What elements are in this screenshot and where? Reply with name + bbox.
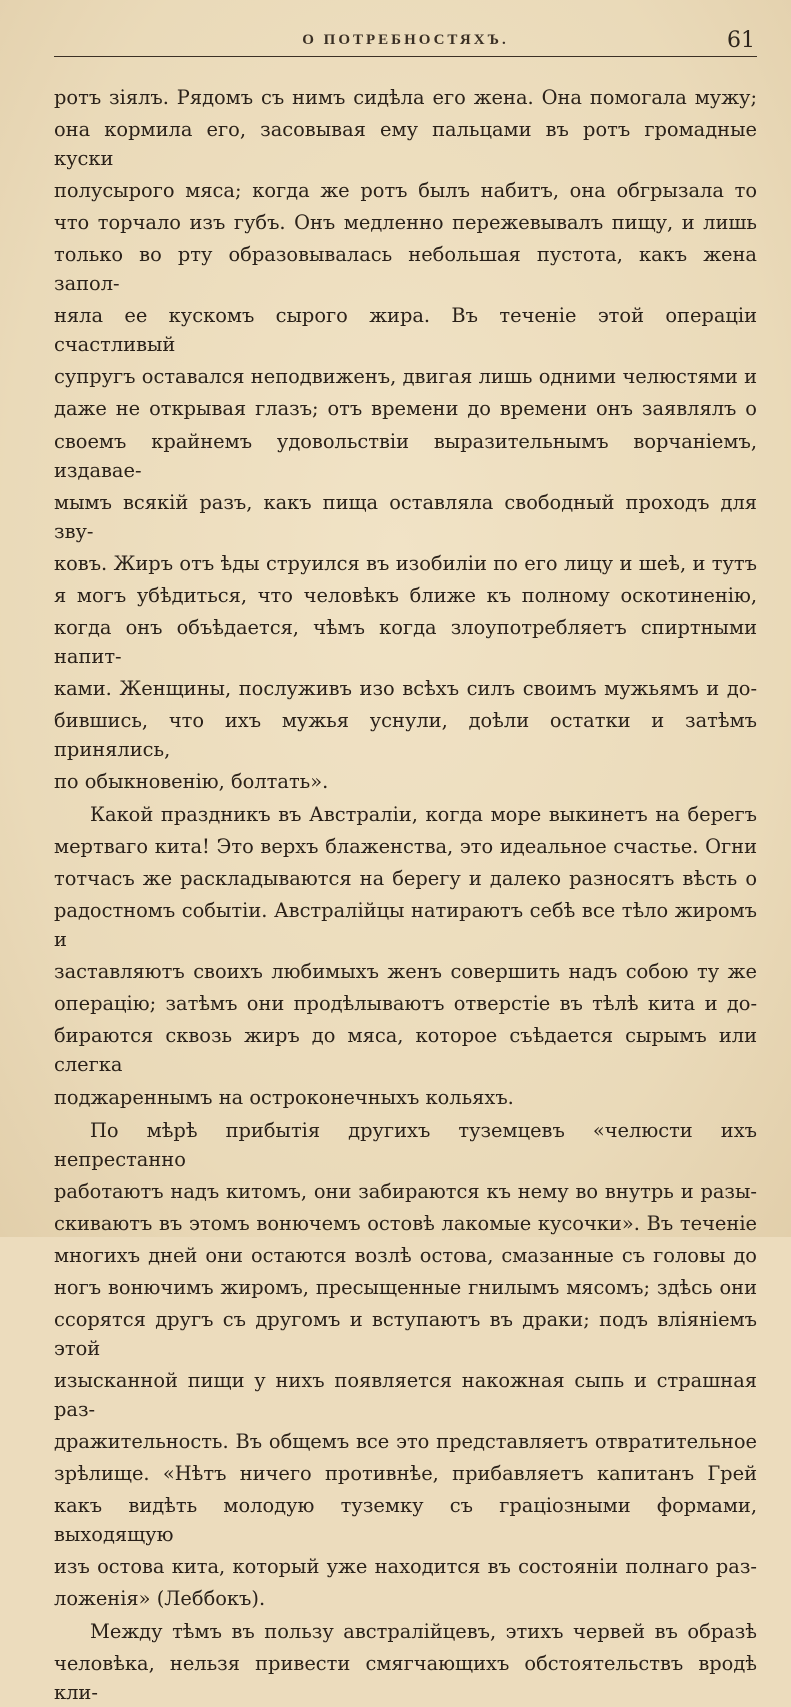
text-line: ротъ зіялъ. Рядомъ съ нимъ сидѣла его жена. Она помогала мужу; [54,86,757,109]
text-line: поджареннымъ на остроконечныхъ кольяхъ. [54,1085,514,1109]
text-line: человѣка, нельзя привести смягчающихъ обстоятельствъ вродѣ кли- [54,1652,757,1705]
text-line: ками. Женщины, послуживъ изо всѣхъ силъ своимъ мужьямъ и до- [54,676,757,700]
text-line: даже не открывая глазъ; отъ времени до времени онъ заявлялъ о [54,397,757,421]
text-line: какъ видѣть молодую туземку съ граціозными формами, выходящую [54,1494,757,1547]
text-line: мымъ всякій разъ, какъ пища оставляла свободный проходъ для зву- [54,490,757,543]
text-line: тотчасъ же раскладываются на берегу и далеко разносятъ вѣсть о [54,867,757,891]
text-line: бившись, что ихъ мужья уснули, доѣли остатки и затѣмъ принялись, [54,708,757,761]
text-line: изъ остова кита, который уже находится въ состояніи полнаго раз- [54,1555,757,1579]
text-line: я могъ убѣдиться, что человѣкъ ближе къ полному оскотиненію, [54,583,757,607]
text-line: няла ее кускомъ сырого жира. Въ теченіе этой операціи счастливый [54,304,757,357]
text-line: ложенія» (Леббокъ). [54,1587,266,1611]
paragraph-4 [54,1617,757,1707]
page-header [54,30,757,57]
text-line: что торчало изъ губъ. Онъ медленно пережевывалъ пищу, и лишь [54,211,757,235]
text-line: операцію; затѣмъ они продѣлываютъ отверстіе въ тѣлѣ кита и до- [54,992,757,1016]
running-title: О ПОТРЕБНОСТЯХЪ. [302,32,509,48]
text-line: Между тѣмъ въ пользу австралійцевъ, этихъ червей въ образѣ [90,1620,757,1644]
text-line: ковъ. Жиръ отъ ѣды струился въ изобиліи по его лицу и шеѣ, и тутъ [54,551,757,575]
page-number: 61 [727,28,755,53]
text-line: дражительность. Въ общемъ все это представляетъ отвратительное [54,1430,757,1454]
text-line: супругъ оставался неподвиженъ, двигая лишь одними челюстями и [54,365,757,389]
text-line: мертваго кита! Это верхъ блаженства, это идеальное счастье. Огни [54,835,757,859]
page-body [54,83,757,1707]
text-line: бираются сквозь жиръ до мяса, которое съѣдается сырымъ или слегка [54,1024,757,1077]
text-line: зрѣлище. «Нѣтъ ничего противнѣе, прибавляетъ капитанъ Грей [54,1462,757,1486]
text-line: по обыкновенію, болтать». [54,770,329,794]
text-line: своемъ крайнемъ удовольствіи выразительнымъ ворчаніемъ, издавае- [54,429,757,482]
text-line: изысканной пищи у нихъ появляется накожная сыпь и страшная раз- [54,1368,757,1421]
text-line: Какой праздникъ въ Австраліи, когда море выкинетъ на берегъ [90,803,757,827]
text-line: только во рту образовывалась небольшая пустота, какъ жена запол- [54,243,757,296]
paragraph-2 [54,800,757,1111]
text-line: многихъ дней они остаются возлѣ остова, смазанные съ головы до [54,1243,757,1267]
paragraph-1 [54,83,757,796]
text-line: ссорятся другъ съ другомъ и вступаютъ въ драки; подъ вліяніемъ этой [54,1307,757,1360]
text-line: По мѣрѣ прибытія другихъ туземцевъ «челюсти ихъ непрестанно [54,1118,757,1171]
paragraph-3 [54,1116,757,1614]
text-line: работаютъ надъ китомъ, они забираются къ нему во внутрь и разы- [54,1179,757,1203]
text-line: заставляютъ своихъ любимыхъ женъ совершить надъ собою ту же [54,960,757,984]
text-line: ногъ вонючимъ жиромъ, пресыщенные гнилымъ мясомъ; здѣсь они [54,1275,757,1299]
text-line: скиваютъ въ этомъ вонючемъ остовѣ лакомые кусочки». Въ теченіе [54,1211,757,1235]
text-line: она кормила его, засовывая ему пальцами въ ротъ громадные куски [54,118,757,171]
text-line: радостномъ событіи. Австралійцы натираютъ себѣ все тѣло жиромъ и [54,899,757,952]
text-line: когда онъ объѣдается, чѣмъ когда злоупотребляетъ спиртными напит- [54,615,757,668]
text-line: полусырого мяса; когда же ротъ былъ набитъ, она обгрызала то [54,179,757,203]
